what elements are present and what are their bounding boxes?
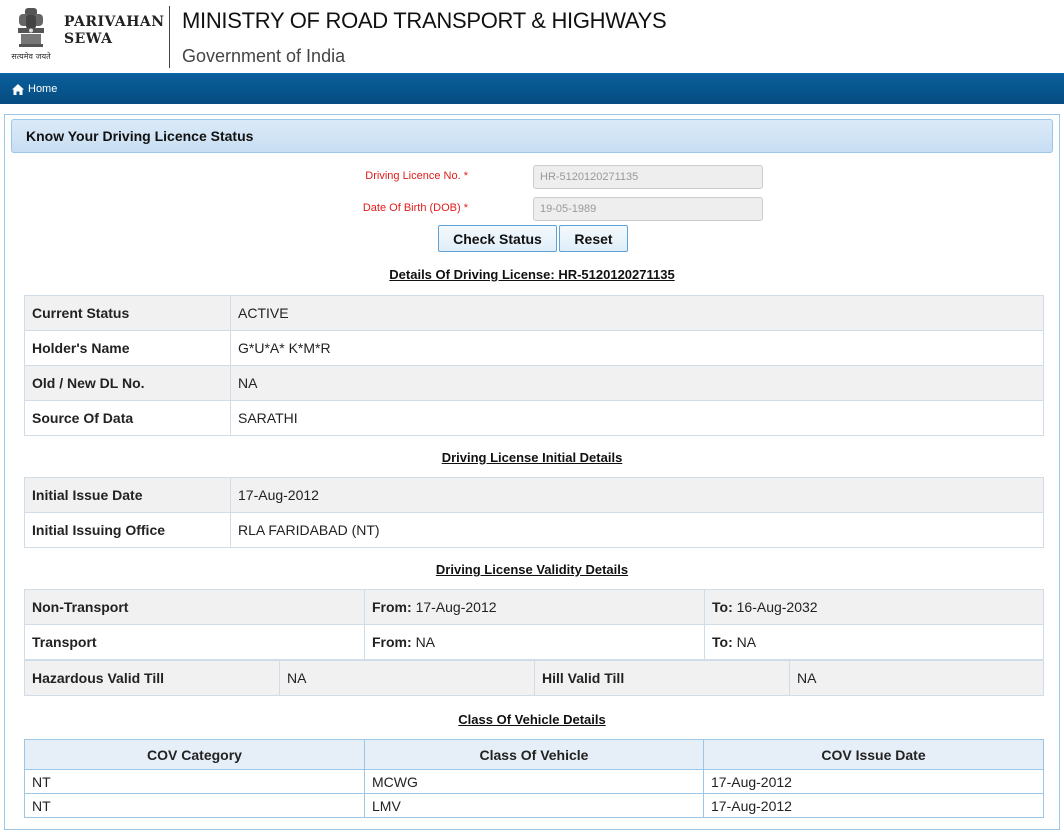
- national-emblem-logo: [8, 6, 54, 64]
- cov-category-cell: NT: [25, 770, 365, 794]
- holder-name-label: Holder's Name: [25, 331, 231, 366]
- cov-issue-date-header: COV Issue Date: [704, 740, 1044, 770]
- initial-issuing-office-label: Initial Issuing Office: [25, 513, 231, 548]
- from-label: From:: [372, 599, 412, 615]
- holder-name-value: G*U*A* K*M*R: [231, 331, 1044, 366]
- details-section-title: Details Of Driving License: HR-5120120271135: [389, 267, 675, 282]
- panel-title: Know Your Driving Licence Status: [11, 119, 1053, 153]
- cov-category-header: COV Category: [25, 740, 365, 770]
- table-row: [25, 366, 1044, 401]
- validity-table: [24, 589, 1044, 660]
- nav-home-label: Home: [28, 83, 58, 95]
- source-of-data-value: SARATHI: [231, 401, 1044, 436]
- class-of-vehicle-header: Class Of Vehicle: [365, 740, 704, 770]
- ministry-title: MINISTRY OF ROAD TRANSPORT & HIGHWAYS: [182, 8, 667, 33]
- table-row: [25, 331, 1044, 366]
- government-subtitle: Government of India: [182, 46, 346, 66]
- table-row: [25, 513, 1044, 548]
- home-icon: [12, 84, 24, 95]
- emblem-motto: सत्यमेव जयते: [11, 52, 51, 61]
- table-row: [25, 794, 1044, 818]
- transport-from: From: NA: [365, 625, 705, 660]
- to-label: To:: [712, 634, 733, 650]
- class-of-vehicle-cell: MCWG: [365, 770, 704, 794]
- dob-label: Date Of Birth (DOB) *: [362, 202, 468, 214]
- table-row: [25, 770, 1044, 794]
- table-row: [25, 478, 1044, 513]
- current-status-value: ACTIVE: [231, 296, 1044, 331]
- brand-line-2: SEWA: [64, 31, 113, 47]
- table-row: [25, 401, 1044, 436]
- initial-issuing-office-value: RLA FARIDABAD (NT): [231, 513, 1044, 548]
- hazard-hill-table: [24, 660, 1044, 696]
- check-status-button[interactable]: Check Status: [438, 225, 557, 252]
- initial-issue-date-label: Initial Issue Date: [25, 478, 231, 513]
- brand-name: [64, 14, 165, 48]
- table-row: [25, 296, 1044, 331]
- initial-issue-date-value: 17-Aug-2012: [231, 478, 1044, 513]
- hazardous-value: NA: [280, 661, 535, 696]
- cov-issue-date-cell: 17-Aug-2012: [704, 794, 1044, 818]
- table-row: [25, 625, 1044, 660]
- hill-label: Hill Valid Till: [535, 661, 790, 696]
- to-label: To:: [712, 599, 733, 615]
- source-of-data-label: Source Of Data: [25, 401, 231, 436]
- non-transport-from: From: 17-Aug-2012: [365, 590, 705, 625]
- initial-details-table: [24, 477, 1044, 548]
- old-new-dl-value: NA: [231, 366, 1044, 401]
- old-new-dl-label: Old / New DL No.: [25, 366, 231, 401]
- cov-category-cell: NT: [25, 794, 365, 818]
- hill-value: NA: [790, 661, 1044, 696]
- non-transport-label: Non-Transport: [25, 590, 365, 625]
- validity-section-title: Driving License Validity Details: [435, 562, 629, 577]
- dob-input[interactable]: [533, 197, 763, 221]
- hazardous-label: Hazardous Valid Till: [25, 661, 280, 696]
- brand-line-1: PARIVAHAN: [64, 14, 165, 30]
- form-buttons: [11, 225, 1053, 255]
- cov-section-title: Class Of Vehicle Details: [458, 712, 606, 727]
- non-transport-to: To: 16-Aug-2032: [705, 590, 1044, 625]
- cov-issue-date-cell: 17-Aug-2012: [704, 770, 1044, 794]
- table-row: [25, 590, 1044, 625]
- dob-row: [11, 191, 1053, 223]
- details-table: [24, 295, 1044, 436]
- transport-label: Transport: [25, 625, 365, 660]
- dl-number-label: Driving Licence No. *: [365, 170, 468, 182]
- site-header: [0, 0, 1064, 73]
- from-label: From:: [372, 634, 412, 650]
- transport-to: To: NA: [705, 625, 1044, 660]
- class-of-vehicle-cell: LMV: [365, 794, 704, 818]
- table-row: [25, 661, 1044, 696]
- main-navbar: [0, 73, 1064, 104]
- emblem-icon: [13, 6, 49, 50]
- initial-section-title: Driving License Initial Details: [441, 450, 623, 465]
- table-header-row: [25, 740, 1044, 770]
- nav-home-link[interactable]: [12, 83, 57, 95]
- dl-status-panel: [4, 114, 1060, 830]
- reset-button[interactable]: Reset: [559, 225, 628, 252]
- dl-number-row: [11, 159, 1053, 191]
- current-status-label: Current Status: [25, 296, 231, 331]
- header-divider: [169, 6, 170, 68]
- cov-table: [24, 739, 1044, 818]
- dl-number-input[interactable]: [533, 165, 763, 189]
